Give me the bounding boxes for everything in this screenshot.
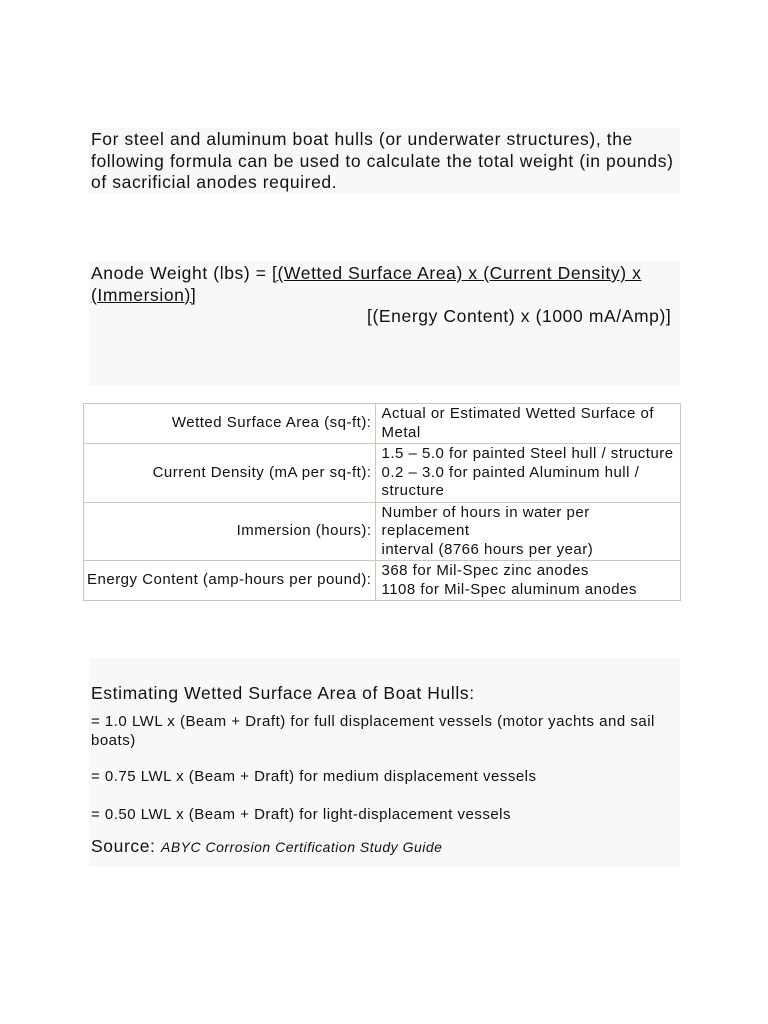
estimating-section [89,658,680,867]
table-row [84,561,681,601]
variable-label: Current Density (mA per sq-ft): [84,444,376,503]
table-row [84,444,681,503]
table-row [84,404,681,444]
intro-section [89,128,680,194]
variable-value: 1.5 – 5.0 for painted Steel hull / structure 0.2 – 3.0 for painted Aluminum hull / structure [376,444,681,503]
formula-section [89,261,680,386]
variable-label: Immersion (hours): [84,502,376,561]
variable-label: Wetted Surface Area (sq-ft): [84,404,376,444]
source-line [89,824,680,857]
estimating-heading: Estimating Wetted Surface Area of Boat Hulls: [91,683,475,703]
variable-value: Number of hours in water per replacement interval (8766 hours per year) [376,502,681,561]
formula-text [89,261,680,330]
estimate-full-displacement: = 1.0 LWL x (Beam + Draft) for full displacement vessels (motor yachts and sail boats) [91,713,655,749]
formula-numerator: [(Wetted Surface Area) x (Current Density) x (Immersion)] [91,263,642,305]
variable-label: Energy Content (amp-hours per pound): [84,561,376,601]
source-label: Source: [91,836,161,856]
formula-lhs: Anode Weight (lbs) = [91,263,273,283]
variable-value: 368 for Mil-Spec zinc anodes 1108 for Mil-Spec aluminum anodes [376,561,681,601]
source-value: ABYC Corrosion Certification Study Guide [160,839,443,855]
intro-paragraph: For steel and aluminum boat hulls (or underwater structures), the following formula can be used to calculate the total weight (in pounds) of sacrificial anodes required. [91,129,674,192]
variable-value: Actual or Estimated Wetted Surface of Metal [376,404,681,444]
table-row [84,502,681,561]
formula-denominator: [(Energy Content) x (1000 mA/Amp)] [367,306,672,326]
estimate-medium-displacement: = 0.75 LWL x (Beam + Draft) for medium displacement vessels [91,768,537,785]
variables-table [83,403,681,601]
estimate-light-displacement: = 0.50 LWL x (Beam + Draft) for light-displacement vessels [91,806,511,823]
